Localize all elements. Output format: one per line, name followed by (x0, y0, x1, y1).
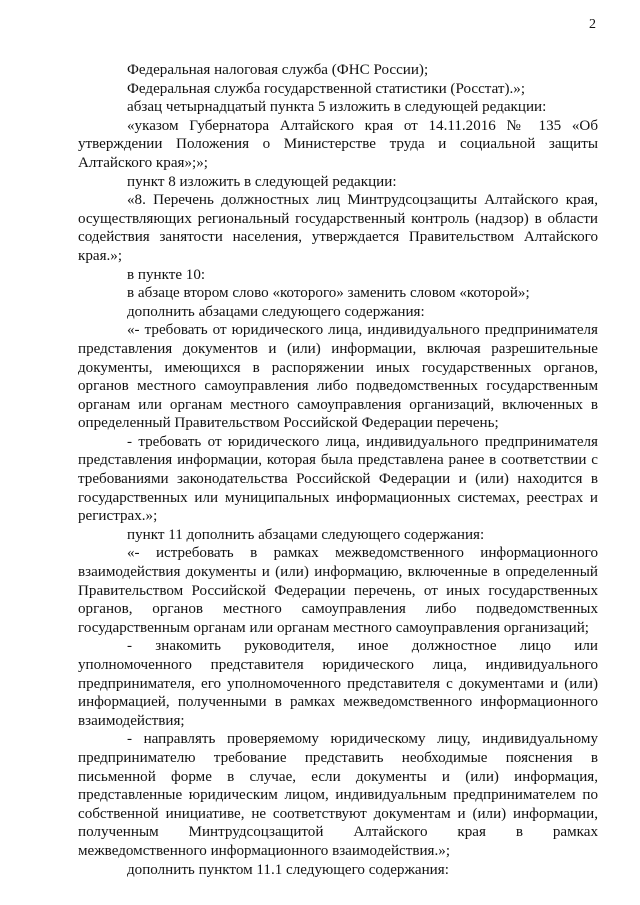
paragraph: - требовать от юридического лица, индивидуального предпринимателя представления информации, которая была представлена ранее в соответствии с требованиями законодательства Российской Федерации и (или) находится в государственных или муниципальных информационных системах, реестрах и регистрах.»; (78, 433, 598, 525)
paragraph: дополнить пунктом 11.1 следующего содержания: (127, 861, 449, 878)
paragraph: «8. Перечень должностных лиц Минтрудсоцзащиты Алтайского края, осуществляющих региональный государственный контроль (надзор) в области содействия занятости населения, утверждается Правительством Алтайского края.»; (78, 192, 598, 264)
paragraph: дополнить абзацами следующего содержания: (127, 303, 425, 320)
paragraph: «- требовать от юридического лица, индивидуального предпринимателя представления документов и (или) информации, включая разрешительные документы, имеющихся в распоряжении иных государственных органов, органов местного самоуправления либо подведомственных государственным органам или органам местного самоуправления организаций, включенных в определенный Правительством Российской Федерации перечень; (78, 322, 598, 432)
paragraph: Федеральная служба государственной статистики (Росстат).»; (127, 80, 526, 97)
paragraph: - направлять проверяемому юридическому лицу, индивидуальному предпринимателю требование представить необходимые пояснения в письменной форме в случае, если документы и (или) информация, представленные юридическим лицом, индивидуальным предпринимателем по собственной инициативе, не соответствуют документам и (или) информации, полученным Минтрудсоцзащитой Алтайского края в рамках межведомственного информационного взаимодействия.»; (78, 731, 598, 859)
paragraph: Федеральная налоговая служба (ФНС России); (127, 62, 429, 78)
paragraph: в абзаце втором слово «которого» заменить словом «которой»; (127, 285, 530, 302)
paragraph: «указом Губернатора Алтайского края от 14.11.2016 № 135 «Об утверждении Положения о Министерстве труда и социальной защиты Алтайского края»;»; (78, 117, 598, 171)
paragraph: пункт 11 дополнить абзацами следующего содержания: (127, 526, 485, 543)
document-body (78, 61, 598, 879)
paragraph: абзац четырнадцатый пункта 5 изложить в следующей редакции: (127, 99, 547, 116)
paragraph: пункт 8 изложить в следующей редакции: (127, 173, 397, 190)
page-number: 2 (589, 17, 596, 32)
paragraph: «- истребовать в рамках межведомственного информационного взаимодействия документы и (или) информацию, включенные в определенный Правительством Российской Федерации перечень, от иных государственных органов, органов местного самоуправления либо подведомственных государственным органам или органам местного самоуправления организаций; (78, 545, 598, 636)
paragraph: - знакомить руководителя, иное должностное лицо или уполномоченного представителя юридического лица, индивидуального предпринимателя, его уполномоченного представителя с документами и (или) информацией, полученными в рамках межведомственного информационного взаимодействия; (78, 638, 598, 729)
paragraph: в пункте 10: (127, 266, 206, 283)
